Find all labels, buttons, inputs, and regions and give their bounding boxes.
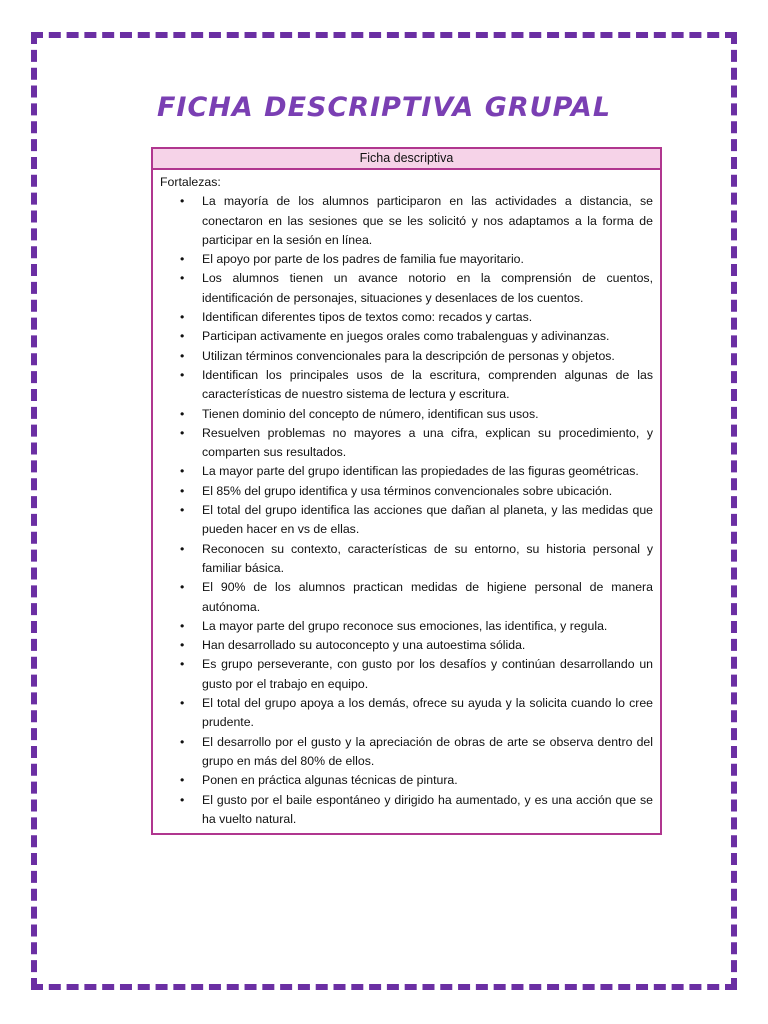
list-item: • Los alumnos tienen un avance notorio en la comprensión de cuentos, identificación de personajes, situaciones y desenlaces de los cuentos. — [202, 269, 653, 308]
list-item: • La mayor parte del grupo reconoce sus emociones, las identifica, y regula. — [202, 617, 653, 636]
list-item: • Identifican los principales usos de la escritura, comprenden algunas de las características de nuestro sistema de lectura y escritura. — [202, 366, 653, 405]
list-item: • El total del grupo identifica las acciones que dañan al planeta, y las medidas que pueden hacer en vs de ellas. — [202, 501, 653, 540]
page-title: FICHA DESCRIPTIVA GRUPAL — [156, 92, 612, 123]
list-item: • La mayor parte del grupo identifican las propiedades de las figuras geométricas. — [202, 462, 653, 481]
card-body — [153, 170, 660, 833]
list-item: • Es grupo perseverante, con gusto por los desafíos y continúan desarrollando un gusto por el trabajo en equipo. — [202, 655, 653, 694]
list-item: • El total del grupo apoya a los demás, ofrece su ayuda y la solicita cuando lo cree prudente. — [202, 694, 653, 733]
list-item: • El 85% del grupo identifica y usa términos convencionales sobre ubicación. — [202, 482, 653, 501]
list-item: • Identifican diferentes tipos de textos como: recados y cartas. — [202, 308, 653, 327]
card-header: Ficha descriptiva — [153, 149, 660, 170]
list-item: • El apoyo por parte de los padres de familia fue mayoritario. — [202, 250, 653, 269]
list-item: • Resuelven problemas no mayores a una cifra, explican su procedimiento, y comparten sus resultados. — [202, 424, 653, 463]
list-item: • Reconocen su contexto, características de su entorno, su historia personal y familiar básica. — [202, 540, 653, 579]
list-item: • La mayoría de los alumnos participaron en las actividades a distancia, se conectaron en las sesiones que se les solicitó y nos adaptamos a la forma de participar en la sesión en línea. — [202, 192, 653, 250]
list-item: • El 90% de los alumnos practican medidas de higiene personal de manera autónoma. — [202, 578, 653, 617]
list-item: • Participan activamente en juegos orales como trabalenguas y adivinanzas. — [202, 327, 653, 346]
list-item: • Utilizan términos convencionales para la descripción de personas y objetos. — [202, 347, 653, 366]
list-item: • El gusto por el baile espontáneo y dirigido ha aumentado, y es una acción que se ha vuelto natural. — [202, 791, 653, 830]
list-item: • Ponen en práctica algunas técnicas de pintura. — [202, 771, 653, 790]
list-item: • El desarrollo por el gusto y la apreciación de obras de arte se observa dentro del grupo en más del 80% de ellos. — [202, 733, 653, 772]
section-label-strengths: Fortalezas: — [160, 175, 221, 189]
strengths-list — [160, 192, 653, 829]
descriptive-card — [151, 147, 662, 835]
list-item: • Han desarrollado su autoconcepto y una autoestima sólida. — [202, 636, 653, 655]
list-item: • Tienen dominio del concepto de número, identifican sus usos. — [202, 405, 653, 424]
